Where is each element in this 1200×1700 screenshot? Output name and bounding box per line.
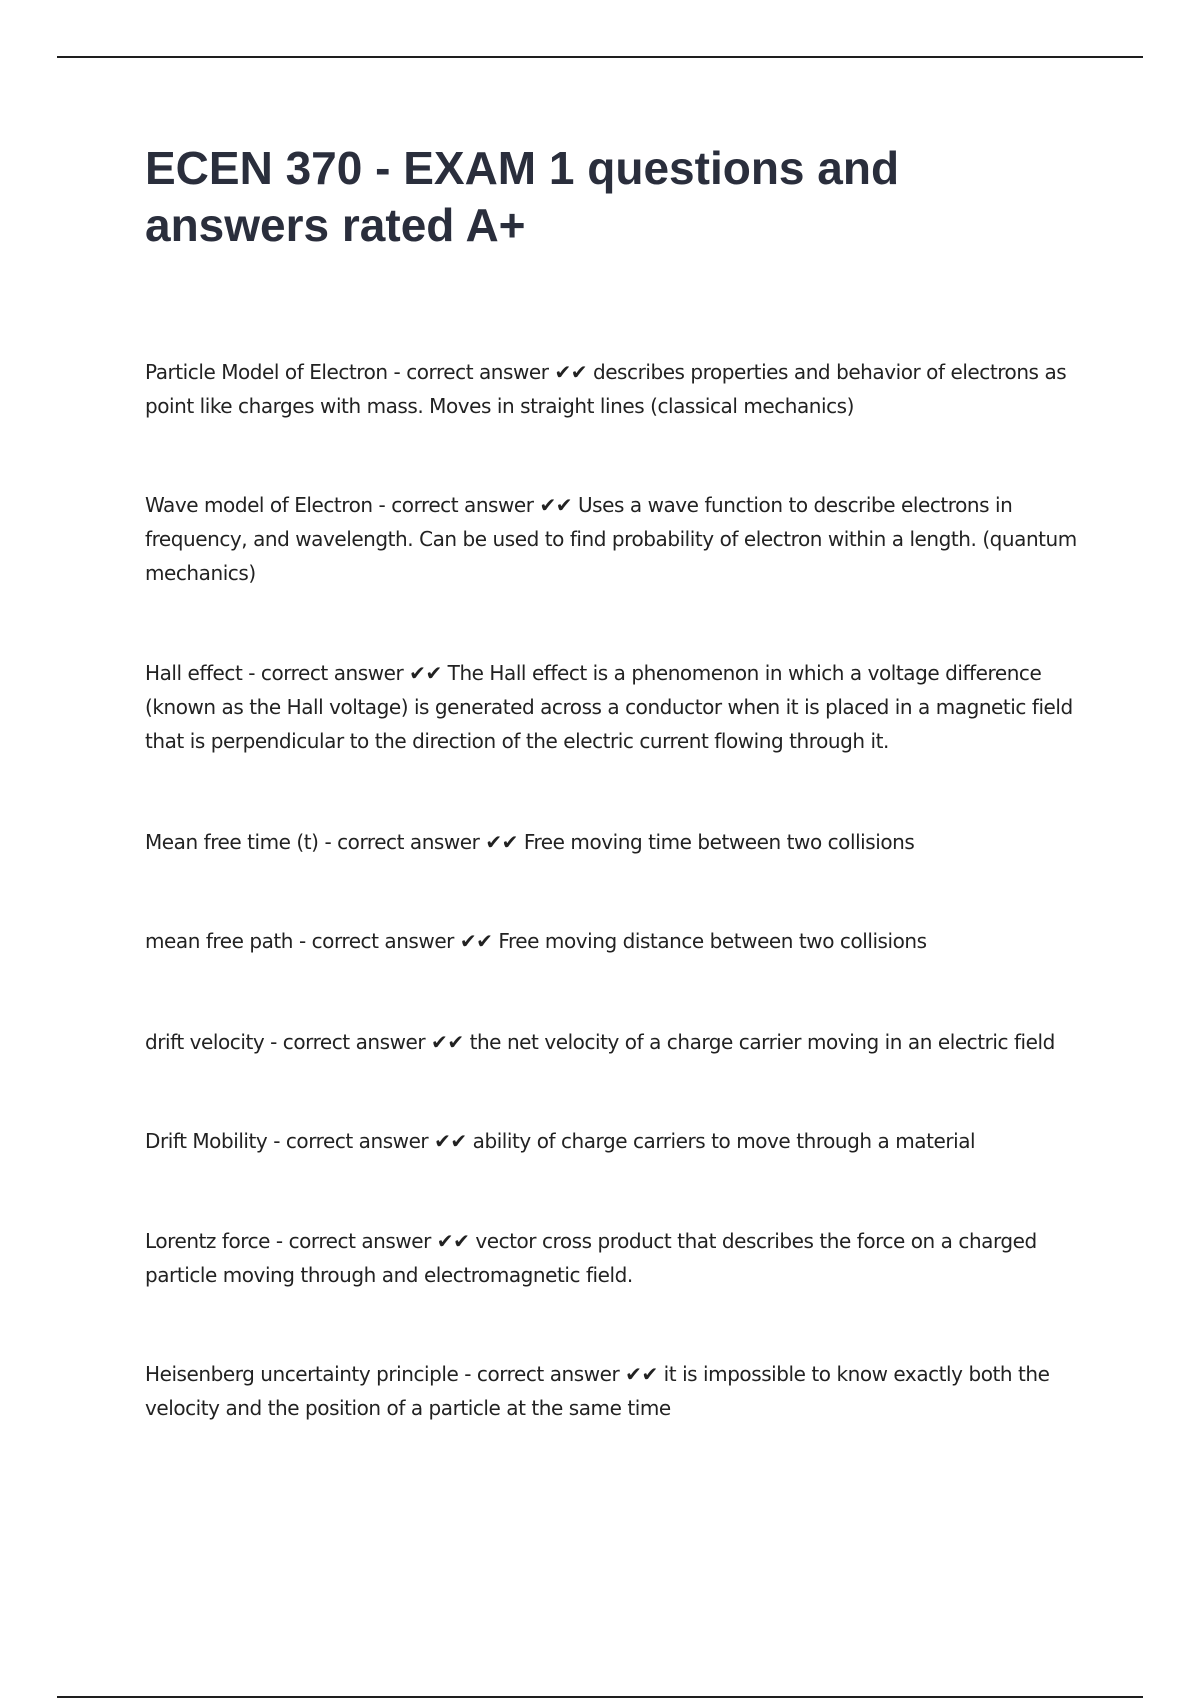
qa-item-wave-model: Wave model of Electron - correct answer ✔✔ Uses a wave function to describe electrons in frequency, and wavelength. Can be used to find probability of electron within a length. (quantum mechanics) bbox=[145, 493, 1077, 585]
qa-item-heisenberg: Heisenberg uncertainty principle - correct answer ✔✔ it is impossible to know exactly both the velocity and the position of a particle at the same time bbox=[145, 1362, 1050, 1420]
qa-item-drift-velocity: drift velocity - correct answer ✔✔ the net velocity of a charge carrier moving in an electric field bbox=[145, 1030, 1055, 1054]
qa-item-drift-mobility: Drift Mobility - correct answer ✔✔ ability of charge carriers to move through a material bbox=[145, 1129, 976, 1153]
qa-item-hall-effect: Hall effect - correct answer ✔✔ The Hall effect is a phenomenon in which a voltage difference (known as the Hall voltage) is generated across a conductor when it is placed in a magnetic field that is perpendicular to the direction of the electric current flowing through it. bbox=[145, 661, 1073, 753]
document-title: ECEN 370 - EXAM 1 questions and answers rated A+ bbox=[145, 142, 900, 251]
qa-item-lorentz-force: Lorentz force - correct answer ✔✔ vector cross product that describes the force on a charged particle moving through and electromagnetic field. bbox=[145, 1229, 1037, 1287]
top-divider bbox=[57, 56, 1143, 58]
qa-item-mean-free-path: mean free path - correct answer ✔✔ Free moving distance between two collisions bbox=[145, 929, 927, 953]
qa-item-mean-free-time: Mean free time (t) - correct answer ✔✔ Free moving time between two collisions bbox=[145, 830, 915, 854]
qa-item-particle-model: Particle Model of Electron - correct answer ✔✔ describes properties and behavior of electrons as point like charges with mass. Moves in straight lines (classical mechanics) bbox=[145, 360, 1067, 418]
bottom-divider bbox=[57, 1696, 1143, 1698]
